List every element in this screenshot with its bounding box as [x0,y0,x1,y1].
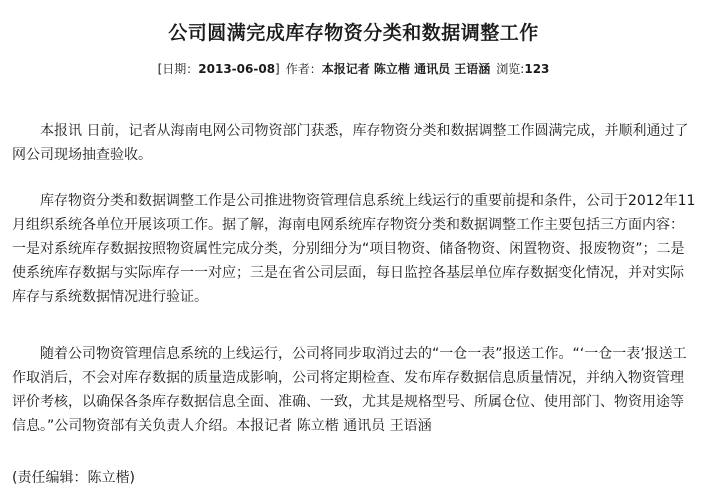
article-paragraph: 随着公司物资管理信息系统的上线运行，公司将同步取消过去的“一仓一表”报送工作。“‘一仓一表’报送工作取消后，不会对库存数据的质量造成影响，公司将定期检查、发布库存数据信息质量情况，并纳入物资管理评价考核，以确保各条库存数据信息全面、准确、一致，尤其是规格型号、所属仓位、使用部门、物资用途等信息。”公司物资部有关负责人介绍。本报记者 陈立楷 通讯员 王语涵 [12,346,687,434]
article-meta [0,61,707,77]
date-value: 2013-06-08 [198,62,276,76]
author-label: 作者： [285,62,322,76]
responsible-editor: (责任编辑：陈立楷) [12,470,135,486]
views-count: 123 [524,62,550,76]
views-label: 浏览: [496,62,525,76]
article-paragraph: 库存物资分类和数据调整工作是公司推进物资管理信息系统上线运行的重要前提和条件，公司于2012年11月组织系统各单位开展该项工作。据了解，海南电网系统库存物资分类和数据调整工作主要包括三方面内容：一是对系统库存数据按照物资属性完成分类，分别细分为“项目物资、储备物资、闲置物资、报废物资”；二是使系统库存数据与实际库存一一对应；三是在省公司层面，每日监控各基层单位库存数据变化情况，并对实际库存与系统数据情况进行验证。 [12,193,696,305]
author-value: 本报记者 陈立楷 通讯员 王语涵 [321,62,491,76]
article-paragraph: 本报讯 日前，记者从海南电网公司物资部门获悉，库存物资分类和数据调整工作圆满完成，并顺利通过了网公司现场抽查验收。 [12,123,689,163]
date-label: [日期： [157,62,199,76]
date-close: ] [275,62,280,76]
article-title: 公司圆满完成库存物资分类和数据调整工作 [168,22,539,44]
